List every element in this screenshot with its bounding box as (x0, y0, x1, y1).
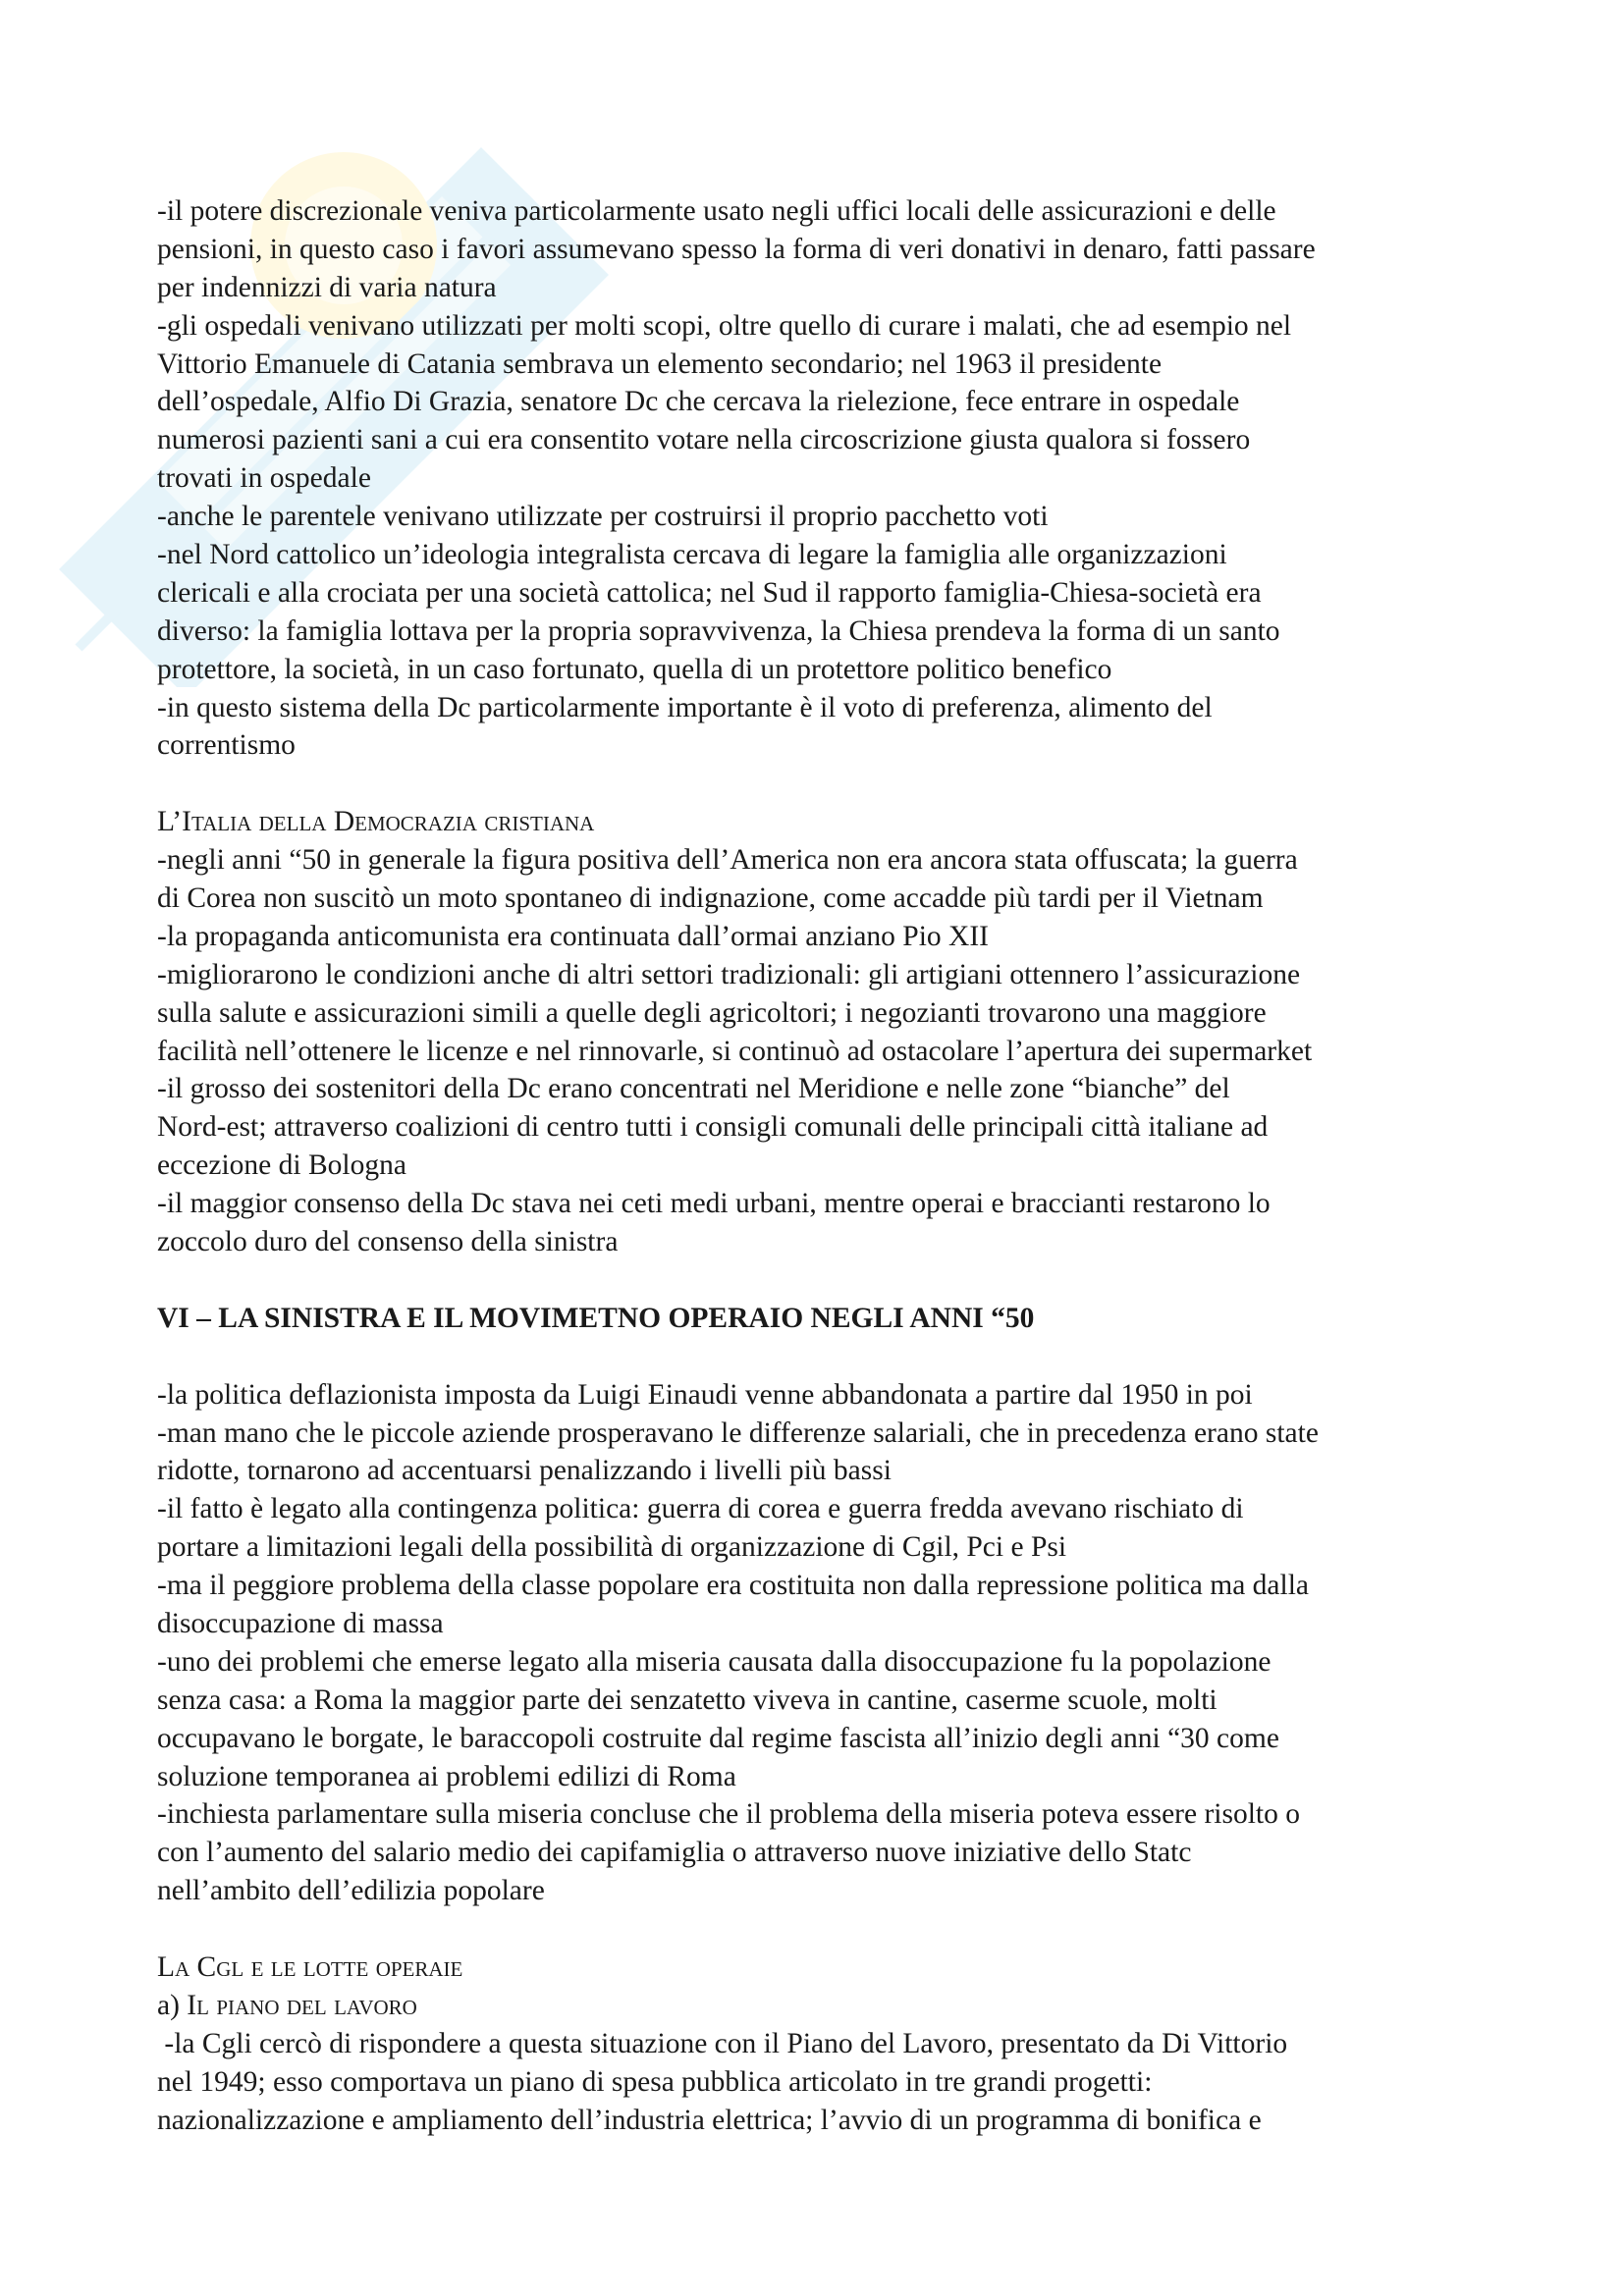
text-line: -man mano che le piccole aziende prosperavano le differenze salariali, che in precedenza erano state (157, 1416, 1319, 1449)
text-line: correntismo (157, 729, 296, 762)
spacer (157, 1338, 1483, 1376)
text-line: dell’ospedale, Alfio Di Grazia, senatore Dc che cercava la rielezione, fece entrare in ospedale (157, 386, 1240, 418)
text-line: -nel Nord cattolico un’ideologia integralista cercava di legare la famiglia alle organizzazioni (157, 539, 1227, 571)
text-line: clericali e alla crociata per una società cattolica; nel Sud il rapporto famiglia-Chiesa-società era (157, 576, 1262, 609)
text-line: trovati in ospedale (157, 462, 371, 495)
document-page (157, 192, 1483, 2139)
text-line: -migliorarono le condizioni anche di altri settori tradizionali: gli artigiani ottennero l’assicurazione (157, 958, 1301, 990)
text-line: zoccolo duro del consenso della sinistra (157, 1226, 619, 1258)
text-line: -la politica deflazionista imposta da Luigi Einaudi venne abbandonata a partire dal 1950 in poi (157, 1378, 1253, 1411)
text-line: -gli ospedali venivano utilizzati per molti scopi, oltre quello di curare i malati, che ad esempio nel (157, 309, 1292, 342)
text-line: eccezione di Bologna (157, 1149, 406, 1182)
text-line: -negli anni “50 in generale la figura positiva dell’America non era ancora stata offuscata; la guerra (157, 844, 1298, 877)
text-line: sulla salute e assicurazioni simili a quelle degli agricoltori; i negozianti trovarono una maggiore (157, 996, 1267, 1029)
text-line: Nord-est; attraverso coalizioni di centro tutti i consigli comunali delle principali città italiane ad (157, 1111, 1269, 1144)
subsection-subheading (157, 1987, 1483, 2025)
paragraph-block-2 (157, 841, 1483, 1261)
text-line: nell’ambito dell’edilizia popolare (157, 1875, 545, 1907)
subsection-title: Il piano del lavoro (187, 1989, 417, 2021)
text-line: nazionalizzazione e ampliamento dell’industria elettrica; l’avvio di un programma di bonifica e (157, 2104, 1262, 2136)
chapter-heading: VI – LA SINISTRA E IL MOVIMETNO OPERAIO NEGLI ANNI “50 (157, 1302, 1035, 1334)
spacer (157, 765, 1483, 803)
text-line: protettore, la società, in un caso fortunato, quella di un protettore politico benefico (157, 653, 1112, 685)
text-line: -la Cgli cercò di rispondere a questa situazione con il Piano del Lavoro, presentato da Di Vittorio (157, 2027, 1288, 2059)
text-line: -ma il peggiore problema della classe popolare era costituita non dalla repressione politica ma dalla (157, 1570, 1309, 1602)
text-line: -il grosso dei sostenitori della Dc erano concentrati nel Meridione e nelle zone “bianche” del (157, 1073, 1230, 1105)
text-line: -uno dei problemi che emerse legato alla miseria causata dalla disoccupazione fu la popolazione (157, 1645, 1271, 1678)
text-line: pensioni, in questo caso i favori assumevano spesso la forma di veri donativi in denaro, fatti passare (157, 233, 1316, 265)
paragraph-block-3 (157, 1376, 1483, 1910)
text-line: ridotte, tornarono ad accentuarsi penalizzando i livelli più bassi (157, 1455, 892, 1487)
text-line: di Corea non suscitò un moto spontaneo di indignazione, come accadde più tardi per il Vietnam (157, 882, 1264, 915)
text-line: Vittorio Emanuele di Catania sembrava un elemento secondario; nel 1963 il presidente (157, 347, 1163, 380)
paragraph-block-4 (157, 2025, 1483, 2140)
text-line: per indennizzi di varia natura (157, 271, 497, 303)
text-line: diverso: la famiglia lottava per la propria sopravvivenza, la Chiesa prendeva la forma di un santo (157, 614, 1280, 647)
spacer (157, 1261, 1483, 1300)
section-subheading: L’Italia della Democrazia cristiana (157, 806, 595, 838)
text-line: -inchiesta parlamentare sulla miseria concluse che il problema della miseria poteva essere risolto o (157, 1798, 1300, 1831)
text-line: portare a limitazioni legali della possibilità di organizzazione di Cgil, Pci e Psi (157, 1531, 1067, 1564)
text-line: -il maggior consenso della Dc stava nei ceti medi urbani, mentre operai e braccianti restarono lo (157, 1188, 1271, 1220)
text-line: numerosi pazienti sani a cui era consentito votare nella circoscrizione giusta qualora si fossero (157, 424, 1251, 456)
paragraph-block-1 (157, 192, 1483, 765)
text-line: occupavano le borgate, le baraccopoli costruite dal regime fascista all’inizio degli anni “30 come (157, 1722, 1279, 1754)
text-line: -in questo sistema della Dc particolarmente importante è il voto di preferenza, alimento del (157, 691, 1213, 723)
text-line: -il potere discrezionale veniva particolarmente usato negli uffici locali delle assicurazioni e delle (157, 195, 1276, 227)
subsection-prefix: a) (157, 1989, 188, 2021)
text-line: con l’aumento del salario medio dei capifamiglia o attraverso nuove iniziative dello Statc (157, 1837, 1192, 1869)
text-line: senza casa: a Roma la maggior parte dei senzatetto viveva in cantine, caserme scuole, molti (157, 1683, 1217, 1716)
text-line: soluzione temporanea ai problemi edilizi di Roma (157, 1760, 736, 1792)
spacer (157, 1910, 1483, 1949)
text-line: -anche le parentele venivano utilizzate per costruirsi il proprio pacchetto voti (157, 501, 1049, 533)
text-line: facilità nell’ottenere le licenze e nel rinnovarle, si continuò ad ostacolare l’apertura dei supermarket (157, 1035, 1313, 1067)
text-line: -la propaganda anticomunista era continuata dall’ormai anziano Pio XII (157, 920, 989, 952)
text-line: nel 1949; esso comportava un piano di spesa pubblica articolato in tre grandi progetti: (157, 2065, 1153, 2098)
text-line: disoccupazione di massa (157, 1607, 444, 1639)
section-subheading: La Cgl e le lotte operaie (157, 1950, 463, 1983)
text-line: -il fatto è legato alla contingenza politica: guerra di corea e guerra fredda avevano rischiato di (157, 1493, 1244, 1525)
